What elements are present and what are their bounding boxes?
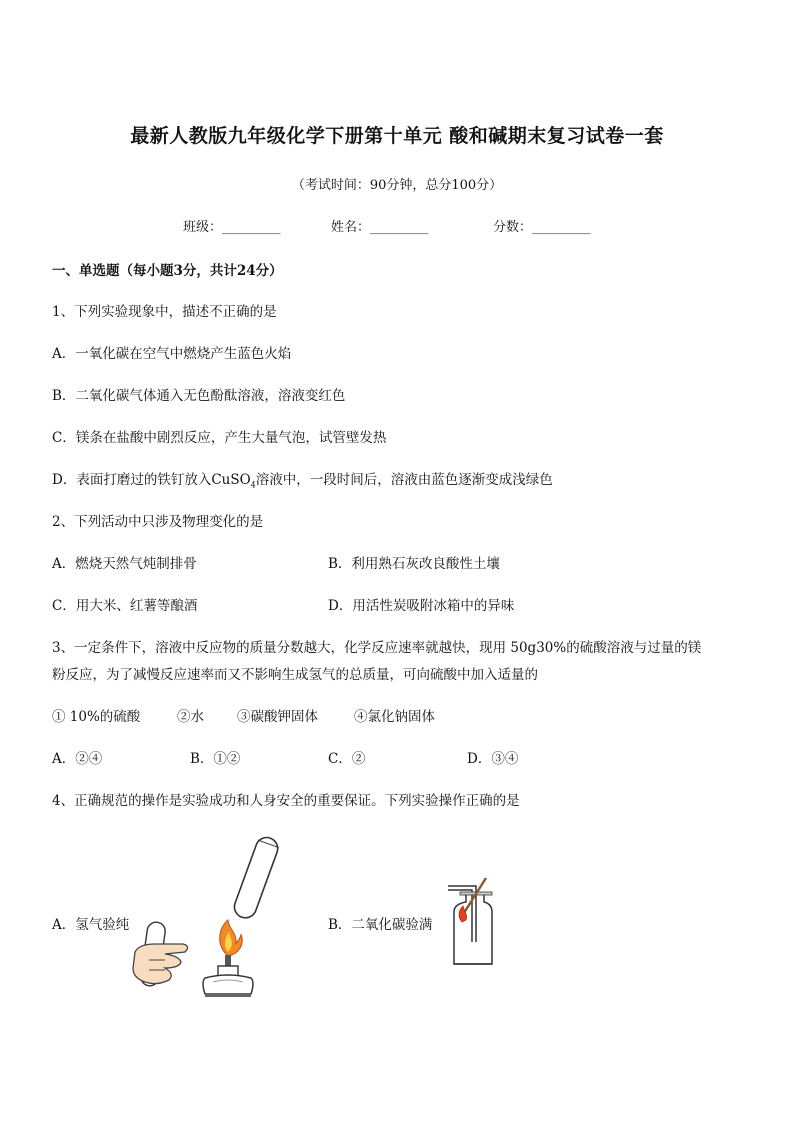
name-field[interactable]: 姓名：_________ (331, 220, 429, 235)
question-3-item-4: ④氯化钠固体 (354, 709, 435, 725)
question-2-stem: 2、下列活动中只涉及物理变化的是 (52, 514, 264, 530)
test-tube-icon (231, 834, 280, 920)
class-field[interactable]: 班级：_________ (183, 220, 281, 235)
question-2-option-c[interactable]: C．用大米、红薯等酿酒 (52, 598, 198, 614)
question-4-option-b[interactable]: B．二氧化碳验满 (328, 917, 433, 933)
question-1-option-b[interactable]: B．二氧化碳气体通入无色酚酞溶液，溶液变红色 (52, 388, 346, 404)
hydrogen-purity-test-illustration (125, 832, 285, 1002)
gas-bottle-icon (454, 894, 492, 964)
exam-subtitle: （考试时间：90分钟，总分100分） (291, 178, 503, 193)
score-field[interactable]: 分数：_________ (493, 220, 591, 235)
hand-icon (133, 921, 188, 987)
question-3-option-d[interactable]: D．③④ (467, 751, 519, 767)
flame-icon (220, 920, 243, 956)
question-4-stem: 4、正确规范的操作是实验成功和人身安全的重要保证。下列实验操作正确的是 (52, 793, 520, 809)
question-3-stem-line2: 粉反应，为了减慢反应速率而又不影响生成氢气的总质量，可向硫酸中加入适量的 (52, 667, 538, 683)
question-1-option-c[interactable]: C．镁条在盐酸中剧烈反应，产生大量气泡，试管壁发热 (52, 430, 387, 446)
co2-full-test-illustration (440, 872, 510, 968)
question-1-option-d[interactable] (52, 468, 553, 490)
question-3-option-b[interactable]: B．①② (190, 751, 241, 767)
question-3-option-c[interactable]: C．② (328, 751, 366, 767)
subscript-4: 4 (250, 480, 256, 490)
option-d-text-start: D．表面打磨过的铁钉放入CuSO (52, 472, 251, 488)
page-title: 最新人教版九年级化学下册第十单元 酸和碱期末复习试卷一套 (130, 125, 664, 147)
question-1-stem: 1、下列实验现象中，描述不正确的是 (52, 304, 277, 320)
question-3-item-2: ②水 (177, 709, 204, 725)
section-heading: 一、单选题（每小题3分，共计24分） (52, 263, 283, 279)
question-2-option-a[interactable]: A．燃烧天然气炖制排骨 (52, 556, 197, 572)
question-3-option-a[interactable]: A．②④ (52, 751, 103, 767)
question-2-option-d[interactable]: D．用活性炭吸附冰箱中的异味 (328, 598, 515, 614)
option-d-text-end: 溶液中，一段时间后，溶液由蓝色逐渐变成浅绿色 (255, 472, 553, 488)
question-3-item-3: ③碳酸钾固体 (237, 709, 318, 725)
question-4-option-a[interactable]: A．氢气验纯 (52, 917, 130, 933)
question-3-stem-line1: 3、一定条件下，溶液中反应物的质量分数越大，化学反应速率就越快，现用 50g30%的硫酸溶液与过量的镁 (52, 640, 702, 656)
question-1-option-a[interactable]: A．一氧化碳在空气中燃烧产生蓝色火焰 (52, 346, 292, 362)
question-3-item-1: ① 10%的硫酸 (52, 709, 141, 725)
question-2-option-b[interactable]: B．利用熟石灰改良酸性土壤 (328, 556, 500, 572)
